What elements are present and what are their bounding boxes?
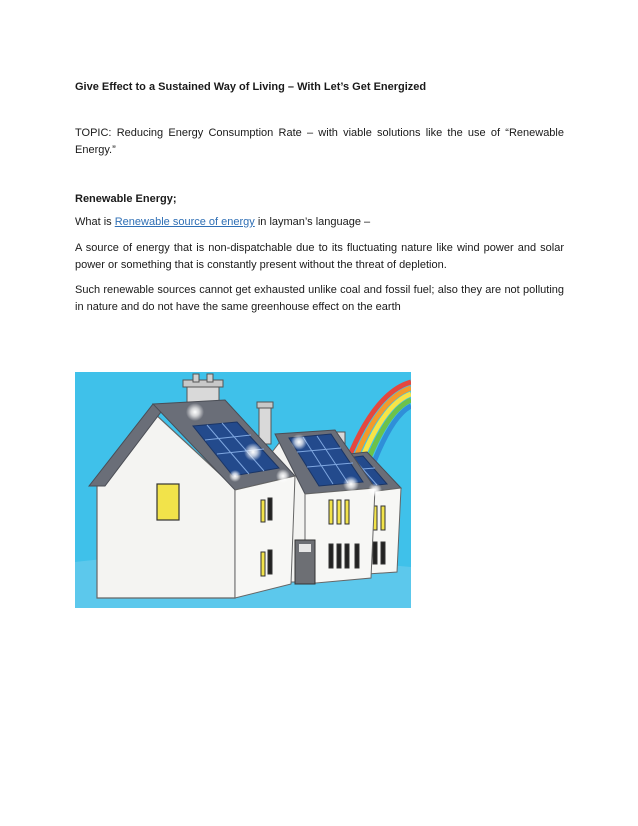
solar-houses-image xyxy=(75,372,411,608)
renewable-energy-link[interactable]: Renewable source of energy xyxy=(114,216,255,228)
what-is-line xyxy=(75,215,564,229)
benefits-paragraph: Such renewable sources cannot get exhausted unlike coal and fossil fuel; also they are not polluting in nature and do not have the same greenhouse effect on the earth xyxy=(75,284,564,313)
solar-houses-illustration xyxy=(75,372,411,608)
what-is-suffix: in layman’s language – xyxy=(254,216,371,228)
section-heading: Renewable Energy; xyxy=(75,193,177,205)
definition-paragraph: A source of energy that is non-dispatchable due to its fluctuating nature like wind power and solar power or something that is constantly present without the threat of depletion. xyxy=(75,242,564,271)
document-title: Give Effect to a Sustained Way of Living – With Let’s Get Energized xyxy=(75,81,427,93)
what-is-prefix: What is xyxy=(75,216,115,228)
topic-paragraph: TOPIC: Reducing Energy Consumption Rate – with viable solutions like the use of “Renewable Energy.” xyxy=(75,127,564,156)
